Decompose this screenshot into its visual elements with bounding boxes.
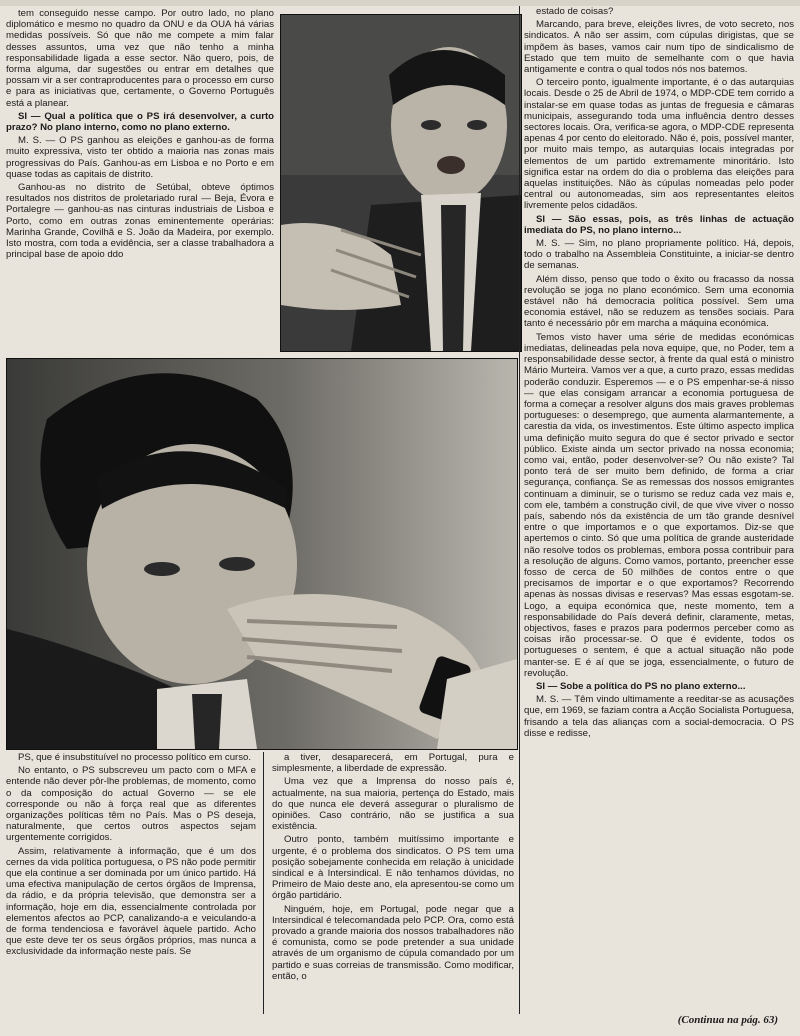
paragraph: Temos visto haver uma série de medidas económicas imediatas, delineadas pela nova equipe, que, no Poder, tem a responsabilidade desse sector, à frente da qual está o ministro Mário Murteira. Vamos ver a que, a curto prazo, essas medidas poderão conduzir. Esperemos — e o PS empenhar-se-á nisso — que elas consigam arrancar a economia portuguesa de forma a começar a resolver alguns dos mais graves problemas portugueses: o desemprego, que aumenta alarmantemente, a carestia da vida, os investimentos. Este último aspecto implica uma definição muito segura do que é sector privado e sector público. Existe ainda um sector privado na nossa economia; como vai, então, poder desenvolver-se? Ou não existe? Tal ponto terá de ser muito bem definido, de forma a criar segurança, confiança. Se as remessas dos nossos emigrantes continuam a diminuir, se o turismo se reduz cada vez mais e, com ele, também a construção civil, de que vive viver o nosso país, sabendo nós da existência de um tão grande desnível entre o que importamos e o que exportamos. Diz-se que apertemos o cinto. Só que uma política de grande austeridade não resolve todos os problemas, embora possa contribuir para a resolução de alguns. Como vamos, portanto, preencher esse fosso de cerca de 50 milhões de contos entre o que precisamos de importar e o que exportamos? Recorrendo apenas às nossas divisas e reservas? Mas essas esgotam-se. Logo, a equipa económica que, neste momento, tem a responsabilidade do País deverá definir, claramente, metas, objectivos, fases e prazos para podermos perceber como as coisas irão processar-se. O que é evidente, todos os portugueses o sentem, é que a actual situação não pode manter-se. E é aí que se joga, essencialmente, o futuro de revolução.	[524, 331, 794, 679]
paragraph: M. S. — Sim, no plano propriamente político. Há, depois, todo o trabalho na Assembleia Constituinte, a iniciar-se dentro de semanas.	[524, 238, 794, 272]
column-rule-right	[519, 6, 520, 1014]
paragraph: Assim, relativamente à informação, que é um dos cernes da vida política portuguesa, o PS não pode permitir que ela continue a ser dominada por um único partido. Há uma efectiva manipulação de certos órgãos de Imprensa, da rádio, e da própria televisão, que demonstra ser a informação, hoje em dia, essencialmente controlada por elementos afectos ao PCP, canalizando-a e veiculando-a de forma tendenciosa e favorável àquele partido. Acho que este deve ter os seus órgãos próprios, mas nunca a exclusividade da informação neste país. Se	[6, 845, 256, 958]
paragraph: Uma vez que a Imprensa do nosso país é, actualmente, na sua maioria, pertença do Estado, mais do que nunca ele deverá assegurar o pluralismo de opiniões. Caso contrário, não se justifica a sua existência.	[272, 776, 514, 833]
right-column	[524, 6, 794, 1011]
interview-question: SI — Qual a política que o PS irá desenvolver, a curto prazo? No plano interno, como no plano externo.	[6, 110, 274, 134]
interview-question: SI — São essas, pois, as três linhas de actuação imediata do PS, no plano interno...	[524, 213, 794, 236]
portrait-photo-illustration	[7, 359, 517, 749]
paragraph: Além disso, penso que todo o êxito ou fracasso da nossa revolução se joga no plano económico. Sem uma economia estável não há democracia política possível. Sem uma economia estável, não se reduzem as tensões sociais. Para tanto é necessário pôr em marcha a máquina económica.	[524, 273, 794, 330]
paragraph: Marcando, para breve, eleições livres, de voto secreto, nos sindicatos. A não ser assim, com cúpulas dirigistas, que se impõem às bases, vamos cair num tipo de sindicalismo de Estado que tem muito de semelhante com o que havia antigamente e contra o qual todos nós nos batemos.	[524, 19, 794, 76]
photo-man-hand-on-face	[6, 358, 518, 750]
column-rule-left	[263, 752, 264, 1014]
paragraph: Outro ponto, também muitíssimo importante e urgente, é o problema dos sindicatos. O PS tem uma posição sobejamente conhecida em relação à unicidade sindical e à Intersindical. E não tenhamos dúvidas, no Primeiro de Maio deste ano, ela apresentou-se como um órgão partidário.	[272, 834, 514, 902]
paragraph: No entanto, o PS subscreveu um pacto com o MFA e entende não dever pôr-lhe problemas, de momento, como o da composição do actual Governo — se ele corresponde ou não à força real que as diferentes organizações políticas têm no País. Mas o PS deseja, naturalmente, que certos outros aspectos sejam urgentemente corrigidos.	[6, 765, 256, 844]
interview-question: SI — Sobe a política do PS no plano externo...	[536, 680, 746, 692]
left-bottom-column	[6, 752, 256, 1014]
paragraph: Ganhou-as no distrito de Setúbal, obteve óptimos resultados nos distritos de proletariado rural — Beja, Évora e Portalegre — ganhou-as nas cinturas industriais de Lisboa e Porto, como em outras zonas eminentemente operárias: Marinha Grande, Covilhã e S. João da Madeira, por exemplo. Isto mostra, com toda a evidência, ser a classe trabalhadora a principal base de apoio ddo	[6, 182, 274, 261]
paragraph: tem conseguido nesse campo. Por outro lado, no plano diplomático e mesmo no quadro da ONU e da OUA há várias medidas possíveis. Só que não me compete a mim falar desses assuntos, uma vez que não tenho a minha responsabilidade ligada a esse sector. Não quero, pois, de forma alguma, dar sugestões ou entrar em detalhes que possam vir a ser contraproducentes para o processo em curso e para as iniciativas que, certamente, o Governo Português está a planear.	[6, 8, 274, 109]
paragraph: M. S. — Têm vindo ultimamente a reeditar-se as acusações que, em 1969, se faziam contra a Acção Socialista Portuguesa, frisando a tela das alianças com a social-democracia. O PS disse e redisse,	[524, 694, 794, 739]
paragraph: O terceiro ponto, igualmente importante, é o das autarquias locais. Desde o 25 de Abril de 1974, o MDP-CDE tem corrido a instalar-se em quase todas as juntas de freguesia e câmaras municipais, assegurando toda uma influência dentro desses sectores locais. Ora, verifica-se agora, o MDP-CDE representa apenas 4 por cento do eleitorado. Não é, pois, possível manter, por muito mais tempo, as autarquias locais integradas por elementos de um partido extremamente minoritário. Isto significa estar na ordem do dia o problema das eleições para aquelas instituições. Não às cúpulas nomeadas pelo poder central ou autonomeadas, sim aos representantes eleitos livremente pelos cidadãos.	[524, 77, 794, 212]
paragraph: PS, que é insubstituível no processo político em curso.	[18, 752, 252, 763]
paragraph: a tiver, desaparecerá, em Portugal, pura e simplesmente, a liberdade de expressão.	[272, 752, 514, 775]
paragraph: Ninguém, hoje, em Portugal, pode negar que a Intersindical é telecomandada pelo PCP. Ora, como está provado a grande maioria dos nossos trabalhadores não é comunista, como se pode pretender a sua unidade através de um organismo de cúpula comandado por um partido e suas correias de transmissão. Como modificar, então, o	[272, 903, 514, 982]
continuation-note: (Continua na pág. 63)	[677, 1014, 778, 1026]
paragraph: M. S. — O PS ganhou as eleições e ganhou-as de forma muito expressiva, visto ter obtido a maioria nas zonas mais progressivas do País. Ganhou-as em Lisboa e no Porto e em quase todas as capitais de distrito.	[6, 135, 274, 180]
paragraph: estado de coisas?	[536, 6, 614, 17]
left-top-column	[6, 8, 274, 354]
speaker-photo-illustration	[281, 15, 521, 351]
photo-speaker-gesturing	[280, 14, 522, 352]
middle-bottom-column	[272, 752, 514, 1014]
